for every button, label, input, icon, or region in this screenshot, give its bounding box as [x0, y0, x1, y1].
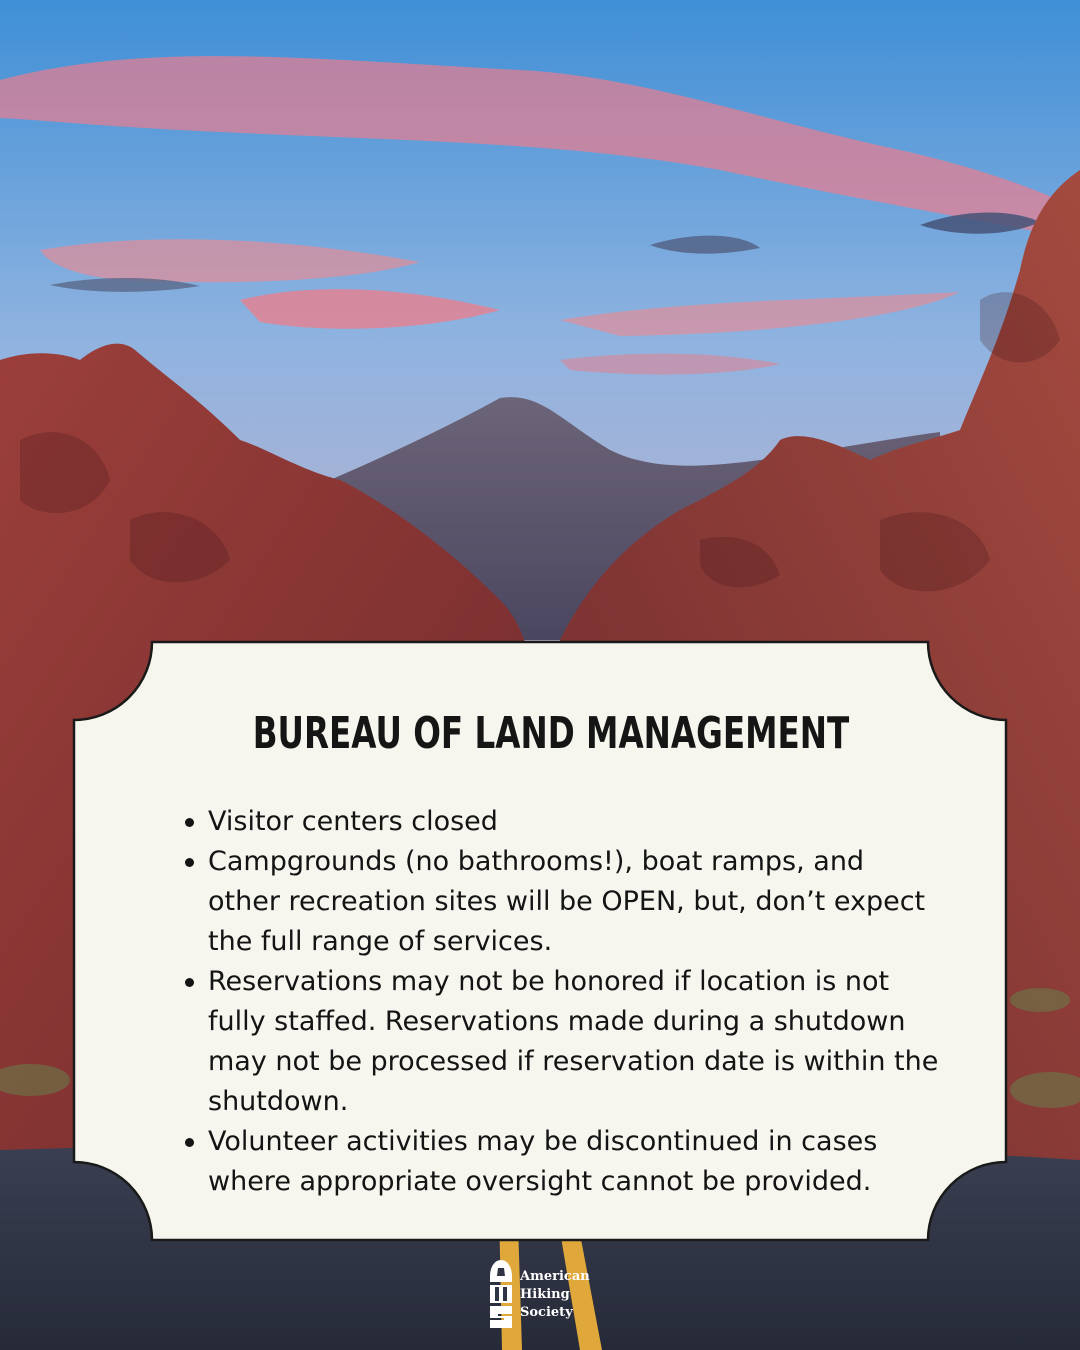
logo-mark-icon: [486, 1258, 516, 1330]
logo-line-hiking: Hiking: [520, 1287, 570, 1302]
logo-wordmark: [520, 1268, 590, 1322]
list-item: Campgrounds (no bathrooms!), boat ramps, and other recreation sites will be OPEN, but, don’t expect the full range of services.: [150, 842, 940, 962]
list-item: Volunteer activities may be discontinued in cases where appropriate oversight cannot be provided.: [150, 1122, 940, 1202]
card-content: [150, 700, 940, 1220]
american-hiking-society-logo: [486, 1258, 606, 1330]
logo-line-american: American: [520, 1269, 590, 1284]
logo-line-society: Society: [520, 1305, 573, 1320]
list-item: Reservations may not be honored if location is not fully staffed. Reservations made during a shutdown may not be processed if reservation date is within the shutdown.: [150, 962, 940, 1122]
bullet-list: [150, 802, 940, 1202]
card-title: BUREAU OF LAND MANAGEMENT: [252, 708, 850, 759]
list-item: Visitor centers closed: [150, 802, 940, 842]
